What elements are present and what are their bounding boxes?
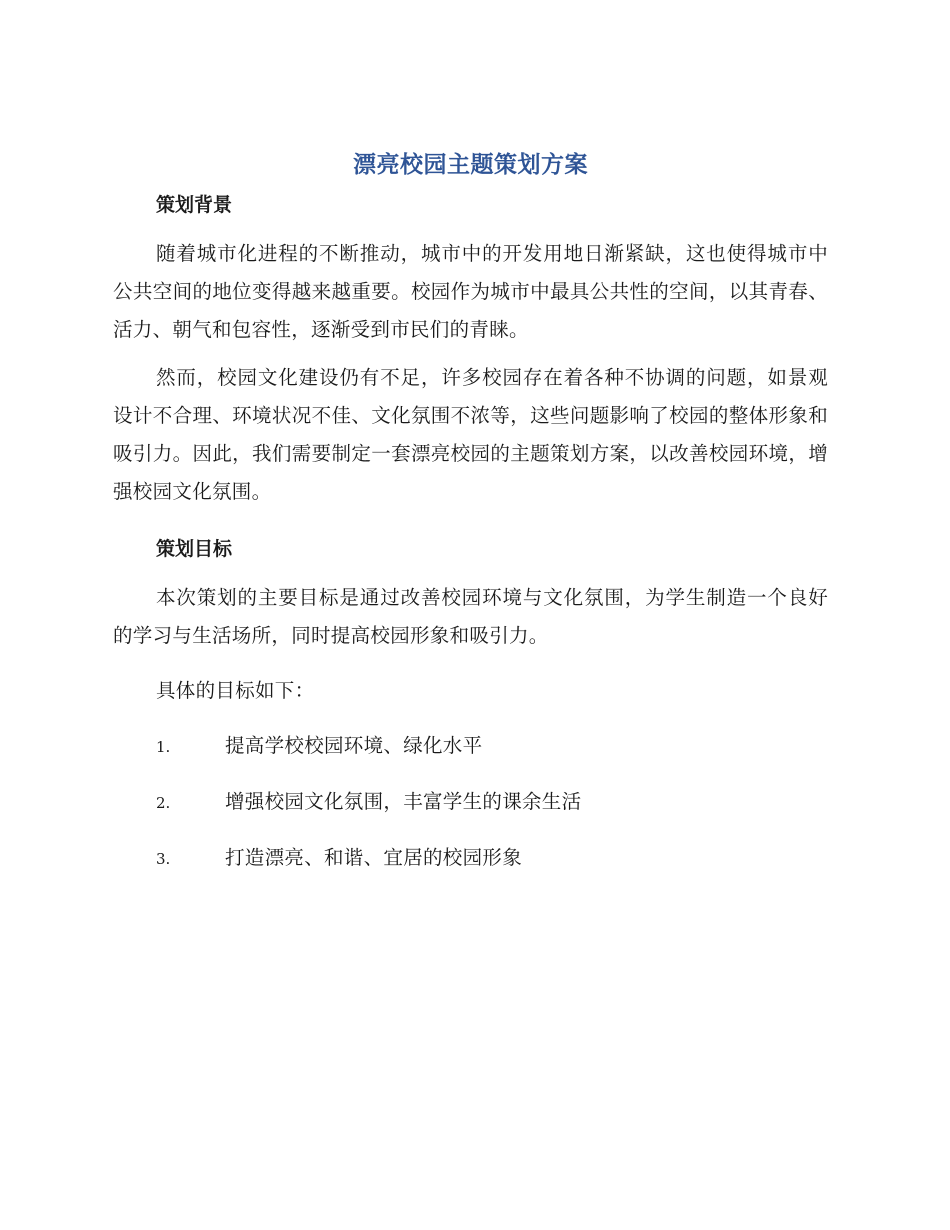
section-heading: 策划目标: [156, 538, 233, 560]
list-number: 3.: [156, 850, 171, 868]
list-item: [113, 727, 828, 766]
list-item: [113, 783, 828, 822]
paragraph: 然而，校园文化建设仍有不足，许多校园存在着各种不协调的问题，如景观设计不合理、环境状况不佳、文化氛围不浓等，这些问题影响了校园的整体形象和吸引力。因此，我们需要制定一套漂亮校园的主题策划方案，以改善校园环境，增强校园文化氛围。: [113, 366, 828, 503]
section-background: [113, 189, 828, 511]
list-number: 1.: [156, 738, 171, 756]
goal-list: [113, 727, 828, 878]
paragraph: 具体的目标如下：: [156, 679, 315, 702]
section-goals: [113, 533, 828, 878]
section-heading: 策划背景: [156, 194, 233, 216]
list-text: 增强校园文化氛围，丰富学生的课余生活: [225, 790, 582, 813]
paragraph: 随着城市化进程的不断推动，城市中的开发用地日渐紧缺，这也使得城市中公共空间的地位变得越来越重要。校园作为城市中最具公共性的空间，以其青春、活力、朝气和包容性，逐渐受到市民们的青睐。: [113, 242, 828, 341]
paragraph: 本次策划的主要目标是通过改善校园环境与文化氛围，为学生制造一个良好的学习与生活场所，同时提高校园形象和吸引力。: [113, 586, 828, 647]
list-number: 2.: [156, 794, 171, 812]
list-text: 提高学校校园环境、绿化水平: [225, 734, 483, 757]
document-title: 漂亮校园主题策划方案: [353, 152, 588, 178]
list-item: [113, 839, 828, 878]
list-text: 打造漂亮、和谐、宜居的校园形象: [225, 846, 523, 869]
